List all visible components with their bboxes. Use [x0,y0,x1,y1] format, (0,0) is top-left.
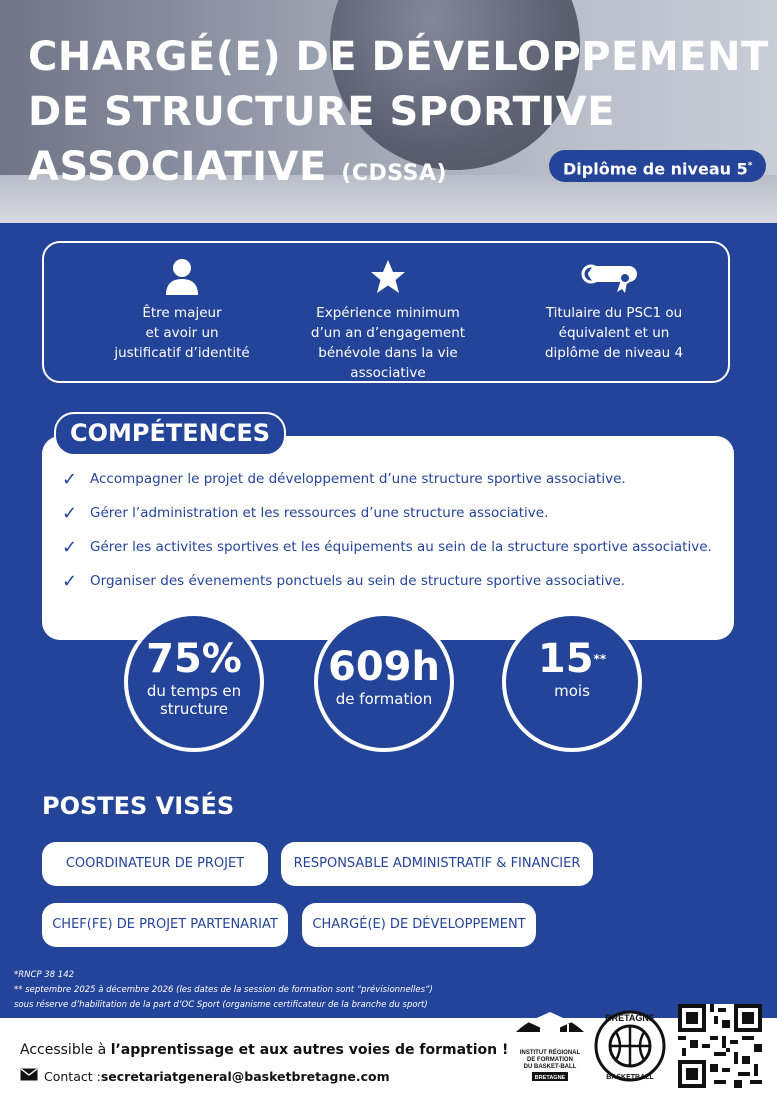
bretagne-basketball-logo [592,1004,668,1084]
list-item: ✓ Gérer l’administration et les ressources d’une structure associative. [62,502,549,524]
irfbb-logo [510,1002,590,1090]
prerequisites-box [42,241,730,383]
stat-training-hours: 609h de formation [314,612,454,752]
contact-email-link[interactable]: secretariatgeneral@basketbretagne.com [100,1068,390,1084]
title-line-2: DE STRUCTURE SPORTIVE [28,89,616,135]
access-text: Accessible à l’apprentissage et aux autres voies de formation ! [20,1042,509,1058]
check-icon: ✓ [62,570,78,592]
poste-responsable: RESPONSABLE ADMINISTRATIF & FINANCIER [281,842,593,886]
list-item: ✓ Organiser des évenements ponctuels au sein de structure sportive associative. [62,570,626,592]
stat-time-in-structure: 75% du temps en structure [124,612,264,752]
competences-title: COMPÉTENCES [54,412,286,456]
prerequisite-age: Être majeur et avoir un justificatif d’identité [82,257,282,363]
stat-duration-months: 15** mois [502,612,642,752]
diploma-icon [514,257,714,297]
competences-list [62,462,712,598]
logo-line: INSTITUT RÉGIONAL [519,1050,581,1056]
poste-coordinateur: COORDINATEUR DE PROJET [42,842,268,886]
title-line-3: ASSOCIATIVE [28,144,327,190]
hero-banner [0,0,777,223]
title-abbreviation: (CDSSA) [341,161,448,186]
logo-bottom-text: BASKETBALL [606,1074,654,1081]
envelope-icon [20,1068,38,1084]
qr-code[interactable] [678,1004,762,1088]
poste-charge-developpement: CHARGÉ(E) DE DÉVELOPPEMENT [302,903,536,947]
check-icon: ✓ [62,468,78,490]
logo-line: DU BASKET-BALL [523,1064,577,1070]
contact-line: Contact : secretariatgeneral@basketbretagne.com [20,1068,390,1084]
competences-box [42,436,734,640]
check-icon: ✓ [62,502,78,524]
prerequisite-experience: Expérience minimum d’un an d’engagement bénévole dans la vie associative [288,257,488,383]
logo-line: BRETAGNE [534,1075,566,1081]
logo-top-text: BRETAGNE [605,1013,655,1023]
title-line-1: CHARGÉ(E) DE DÉVELOPPEMENT [28,34,769,80]
footnotes: *RNCP 38 142 ** septembre 2025 à décembre 2026 (les dates de la session de formation sont “prévisionnelles”) sous réserve d’habilitation de la part d’OC Sport (organisme certificateur de la branche du sport) [14,970,433,1010]
postes-title: POSTES VISÉS [42,792,235,820]
list-item: ✓ Accompagner le projet de développement d’une structure sportive associative. [62,468,626,490]
logo-line: DE FORMATION [527,1057,573,1063]
list-item: ✓ Gérer les activites sportives et les équipements au sein de la structure sportive associative. [62,536,712,558]
check-icon: ✓ [62,536,78,558]
person-icon [82,257,282,297]
prerequisite-diploma: Titulaire du PSC1 ou équivalent et un diplôme de niveau 4 [514,257,714,363]
poste-chef-projet: CHEF(FE) DE PROJET PARTENARIAT [42,903,288,947]
diploma-level-badge: Diplôme de niveau 5* [549,150,766,182]
star-icon [288,257,488,297]
